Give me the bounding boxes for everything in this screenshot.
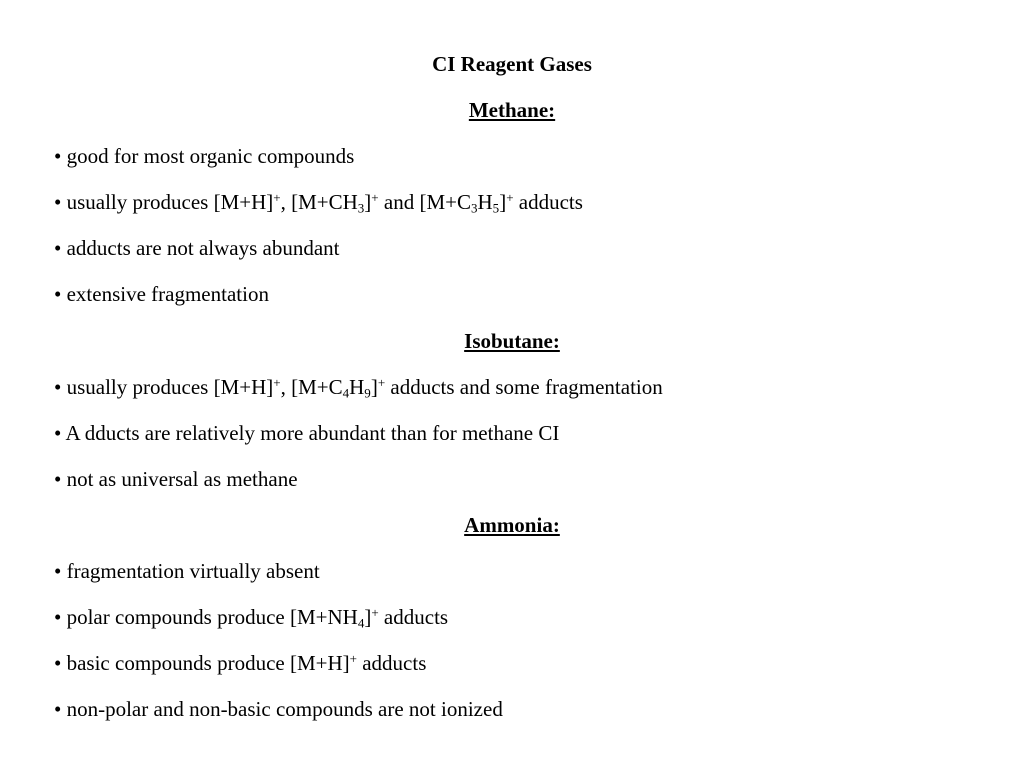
section-heading-isobutane: Isobutane: xyxy=(464,329,560,353)
bullet-item xyxy=(0,418,1024,448)
superscript: + xyxy=(506,189,514,205)
text-run: ] xyxy=(364,605,372,629)
text-run: H xyxy=(477,190,493,214)
text-run: adducts xyxy=(356,651,427,675)
text-run: adducts and some fragmentation xyxy=(385,375,663,399)
text-run: • usually produces [M+H] xyxy=(54,375,274,399)
text-run: adducts xyxy=(513,190,583,214)
bullet-item xyxy=(0,648,1024,678)
text-run: • fragmentation virtually absent xyxy=(54,559,320,583)
bullet-item xyxy=(0,187,1024,217)
subscript: 3 xyxy=(357,200,365,216)
bullet-item xyxy=(0,464,1024,494)
text-run: ] xyxy=(364,190,372,214)
slide-title: CI Reagent Gases xyxy=(432,52,592,76)
section-heading-methane: Methane: xyxy=(468,98,556,122)
text-run: • basic compounds produce [M+H] xyxy=(54,651,350,675)
text-run: • usually produces [M+H] xyxy=(54,190,274,214)
text-run: and [M+C xyxy=(378,190,471,214)
subscript: 4 xyxy=(357,615,365,631)
superscript: + xyxy=(371,604,379,620)
text-run: • A dducts are relatively more abundant than for methane CI xyxy=(54,421,560,445)
text-run: , [M+CH xyxy=(280,190,358,214)
superscript: + xyxy=(371,189,379,205)
text-run: ] xyxy=(370,375,378,399)
bullet-item xyxy=(0,233,1024,263)
bullet-item xyxy=(0,279,1024,309)
text-run: • extensive fragmentation xyxy=(54,282,269,306)
bullet-item xyxy=(0,602,1024,632)
text-run: ] xyxy=(499,190,507,214)
section-heading-ammonia: Ammonia: xyxy=(464,513,560,537)
bullet-item xyxy=(0,694,1024,724)
subscript: 5 xyxy=(492,200,500,216)
subscript: 3 xyxy=(470,200,478,216)
text-run: H xyxy=(349,375,365,399)
text-run: • polar compounds produce [M+NH xyxy=(54,605,358,629)
bullet-item xyxy=(0,372,1024,402)
text-run: • not as universal as methane xyxy=(54,467,298,491)
text-run: adducts xyxy=(378,605,449,629)
text-run: • non-polar and non-basic compounds are not ionized xyxy=(54,697,503,721)
superscript: + xyxy=(349,650,357,666)
bullet-item xyxy=(0,141,1024,171)
superscript: + xyxy=(273,374,281,390)
text-run: • good for most organic compounds xyxy=(54,144,355,168)
text-run: • adducts are not always abundant xyxy=(54,236,340,260)
subscript: 9 xyxy=(364,385,371,401)
bullet-item xyxy=(0,556,1024,586)
subscript: 4 xyxy=(342,385,350,401)
superscript: + xyxy=(377,374,386,390)
text-run: , [M+C xyxy=(280,375,343,399)
superscript: + xyxy=(273,189,281,205)
